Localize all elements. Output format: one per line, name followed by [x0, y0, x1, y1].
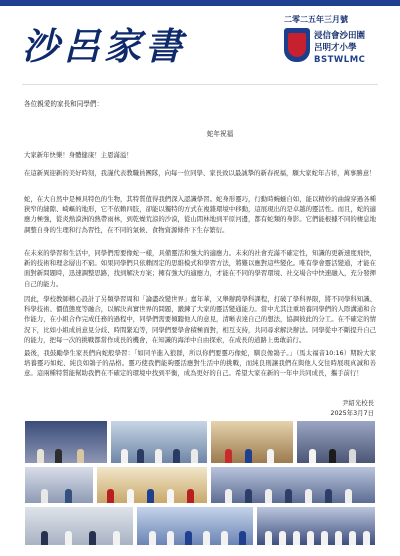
letter-paragraph: 在未來的學習和生活中，同學們需要像蛇一樣，具備靈活和強大的適應力。未來的社會充滿不確定性，知識的更新速度飛快，新的技術和理念層出不窮。如果同學們只依賴固定的思維模式和學習方法，將難以應對這些變化。唯有學會靈活變通，才能在面對新問題時，迅速調整思路，找到解決方案；擁有強大的適應力，才能在不同的學習環境、社交場合中快速融入，充分發揮自己的能力。 [24, 249, 376, 288]
event-photo [136, 506, 254, 546]
event-photo [296, 420, 376, 464]
school-name-line2: 呂明才小學 [314, 43, 357, 53]
masthead [22, 12, 378, 76]
event-photo [24, 506, 134, 546]
event-photo [256, 506, 376, 546]
school-name-line1: 浸信會沙田圍 [314, 31, 366, 41]
issue-date: 二零二五年三月號 [284, 15, 348, 24]
photo-collage [24, 420, 376, 546]
event-photo [24, 420, 108, 464]
letter-greeting: 各位親愛的家長和同學們： [24, 100, 104, 108]
top-accent-bar [0, 0, 400, 6]
newsletter-title: 沙呂家書 [22, 24, 186, 68]
event-photo [110, 420, 208, 464]
event-photo [24, 466, 94, 504]
signature-block [330, 398, 374, 418]
signature-date: 2025年3月7日 [330, 409, 374, 417]
school-name [314, 30, 384, 66]
letter-salutation: 大家新年快樂！身體健康！主恩滿溢！ [24, 151, 133, 159]
event-photo [210, 466, 376, 504]
letter-paragraph: 最後，我鼓勵學生家長們向蛇般學習：「如同羊進入狼群，所以你們要靈巧像蛇，馴良像鴿子。」（馬太福音10:16）期盼大家培養靈巧如蛇、純良如鴿子的品格。靈巧使我們能夠靈活應對生活中的挑戰，而純良則讓我們在與他人交往時展現真誠和善意。這兩種特質能幫助我們在不確定的環境中找到平衡，成為更好的自己。希望大家在新的一年中共同成長，攜手前行！ [24, 349, 376, 378]
signature-name: 尹紹光校長 [342, 399, 374, 407]
event-photo [96, 466, 208, 504]
school-crest-icon [284, 28, 310, 62]
event-photo [210, 420, 294, 464]
header-divider [22, 84, 378, 85]
school-abbr: BSTWLMC [314, 55, 366, 65]
letter-paragraph: 在這新異迎新的美好時刻，我謹代表教職員團隊，向每一位同學、家長致以最誠摯的新春祝福，願大家蛇年吉祥，萬事勝意！ [24, 169, 376, 177]
letter-paragraph: 蛇，在大自然中是極具特色的生物，其特質值得我們深入認識學習。蛇身形靈巧，行動時蜿蜒自如，能以精妙的曲線穿過各種狹窄的縫隙、崎嶇的地形，它不依賴四肢，卻能以獨特的方式在複雜環境中移動，這展現出的是卓越的靈活性。而且，蛇的適應力極強，從炎熱漠洲的熱帶雨林，到乾燥荒涼的沙漠，從山間林地到平原河邊，都有蛇類的身影。它們能根據不同的棲息地調整自身的生理和行為習性，在不同的氣候、食物資源條件下生存繁衍。 [24, 195, 376, 234]
letter-paragraph: 因此，學校教師精心設計了另類學習周和「論盡改變世界」嘉年華，又舉辦跨學科課程，打破了學科界限，將不同學科知識、科學技術、價值態度等融合，以解決真實世界的問題，鍛鍊了大家的靈活變通能力。當中尤其注重培養同學們的人際溝通和合作能力，在小組合作完成任務的過程中，同學們需要傾聽他人的意見，清晰表達自己的想法，協調彼此的分工。在不確定的情況下，比如小組成員意見分歧、時間緊迫等，同學們要學會積極面對，相互支持，共同尋求解決辦法。同學從中不斷提升自己的能力，把每一次的挑戰都當作成長的機會，在知識的海洋中自由探索，在成長的道路上勇敢前行。 [24, 295, 376, 344]
poem-title: 蛇年祝福 [206, 130, 234, 138]
